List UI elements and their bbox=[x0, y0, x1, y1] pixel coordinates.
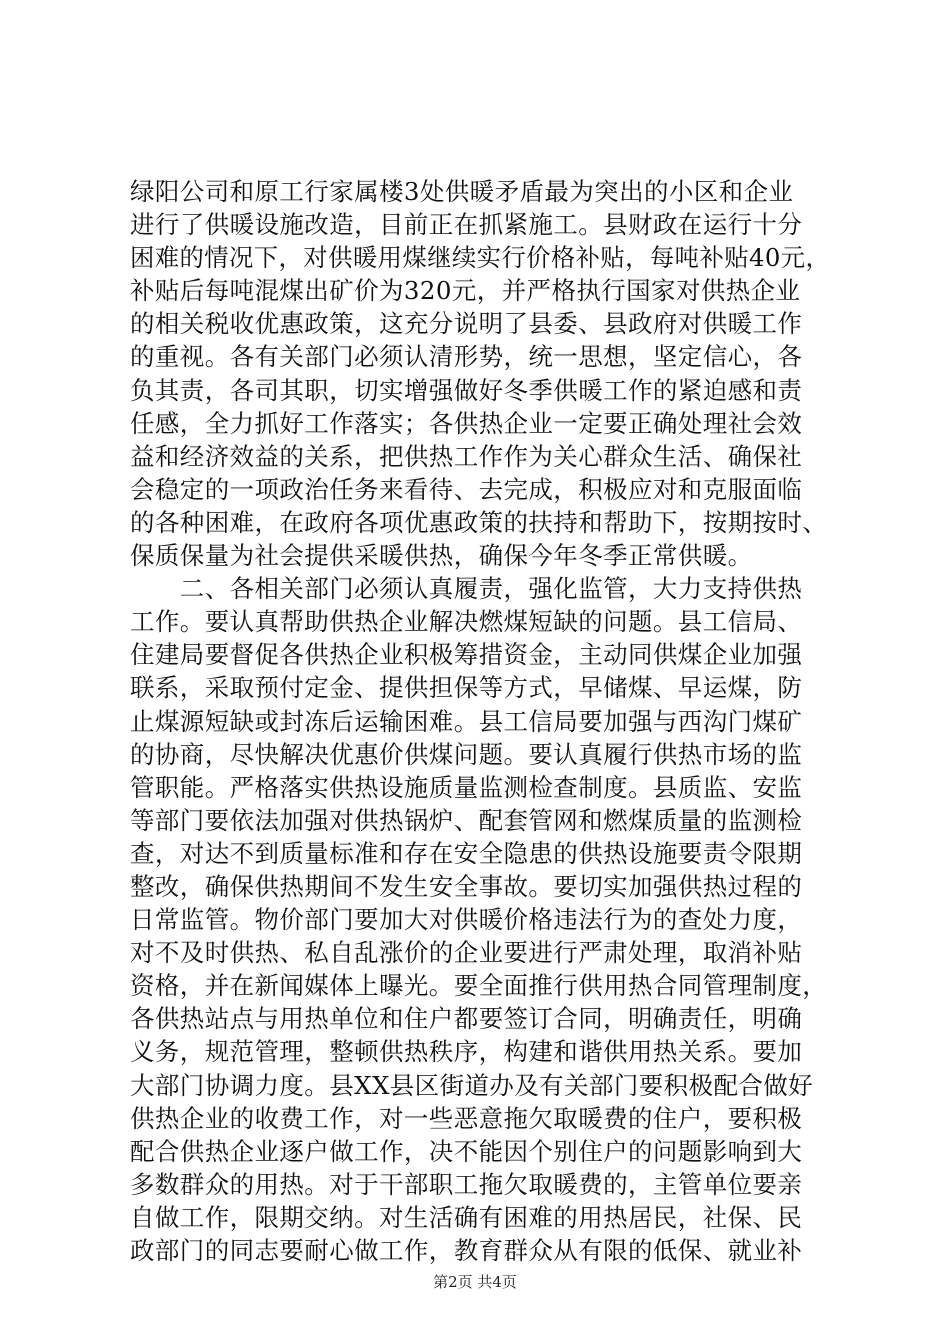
text-line: 益和经济效益的关系，把供热工作作为关心群众生活、确保社 bbox=[130, 441, 803, 471]
text-line: 工作。要认真帮助供热企业解决燃煤短缺的问题。县工信局、 bbox=[130, 607, 803, 637]
text-line: 管职能。严格落实供热设施质量监测检查制度。县质监、安监 bbox=[130, 772, 803, 802]
text-line: 任感，全力抓好工作落实；各供热企业一定要正确处理社会效 bbox=[130, 408, 803, 438]
text-line: 义务，规范管理，整顿供热秩序，构建和谐供用热关系。要加 bbox=[130, 1037, 803, 1067]
text-line: 的各种困难，在政府各项优惠政策的扶持和帮助下，按期按时、 bbox=[130, 507, 828, 537]
text-line: 的重视。各有关部门必须认清形势，统一思想，坚定信心，各 bbox=[130, 342, 803, 372]
text-line: 对不及时供热、私自乱涨价的企业要进行严肃处理，取消补贴 bbox=[130, 938, 803, 968]
text-line: 资格，并在新闻媒体上曝光。要全面推行供用热合同管理制度， bbox=[130, 971, 828, 1001]
text-line: 进行了供暖设施改造，目前正在抓紧施工。县财政在运行十分 bbox=[130, 210, 803, 240]
text-line: 政部门的同志要耐心做工作，教育群众从有限的低保、就业补 bbox=[130, 1236, 803, 1265]
text-line: 多数群众的用热。对于干部职工拖欠取暖费的，主管单位要亲 bbox=[130, 1169, 803, 1199]
text-line: 会稳定的一项政治任务来看待、去完成，积极应对和克服面临 bbox=[130, 474, 803, 504]
text-line: 的相关税收优惠政策，这充分说明了县委、县政府对供暖工作 bbox=[130, 309, 803, 339]
text-line: 各供热站点与用热单位和住户都要签订合同，明确责任，明确 bbox=[130, 1004, 803, 1034]
text-line: 供热企业的收费工作，对一些恶意拖欠取暖费的住户，要积极 bbox=[130, 1103, 803, 1133]
text-line: 止煤源短缺或封冻后运输困难。县工信局要加强与西沟门煤矿 bbox=[130, 706, 803, 736]
text-line: 保质保量为社会提供采暖供热，确保今年冬季正常供暖。 bbox=[130, 541, 753, 571]
page-footer: 第2页 共4页 bbox=[433, 1273, 517, 1291]
document-body bbox=[130, 175, 830, 1267]
text-line: 二、各相关部门必须认真履责，强化监管，大力支持供热 bbox=[130, 574, 803, 604]
text-line: 配合供热企业逐户做工作，决不能因个别住户的问题影响到大 bbox=[130, 1136, 803, 1166]
text-line: 整改，确保供热期间不发生安全事故。要切实加强供热过程的 bbox=[130, 871, 803, 901]
text-line: 查，对达不到质量标准和存在安全隐患的供热设施要责令限期 bbox=[130, 838, 803, 868]
text-line: 日常监管。物价部门要加大对供暖价格违法行为的查处力度， bbox=[130, 905, 803, 935]
text-line: 负其责，各司其职，切实增强做好冬季供暖工作的紧迫感和责 bbox=[130, 375, 803, 405]
text-line: 补贴后每吨混煤出矿价为320元，并严格执行国家对供热企业 bbox=[130, 276, 801, 306]
text-line: 困难的情况下，对供暖用煤继续实行价格补贴，每吨补贴40元， bbox=[130, 243, 831, 273]
text-line: 的协商，尽快解决优惠价供煤问题。要认真履行供热市场的监 bbox=[130, 739, 803, 769]
text-line: 绿阳公司和原工行家属楼3处供暖矛盾最为突出的小区和企业 bbox=[130, 177, 794, 206]
text-line: 大部门协调力度。县XX县区街道办及有关部门要积极配合做好 bbox=[130, 1070, 814, 1100]
text-line: 联系，采取预付定金、提供担保等方式，早储煤、早运煤，防 bbox=[130, 673, 803, 703]
text-line: 自做工作，限期交纳。对生活确有困难的用热居民，社保、民 bbox=[130, 1202, 803, 1232]
text-line: 住建局要督促各供热企业积极筹措资金，主动同供煤企业加强 bbox=[130, 640, 803, 670]
text-line: 等部门要依法加强对供热锅炉、配套管网和燃煤质量的监测检 bbox=[130, 805, 803, 835]
